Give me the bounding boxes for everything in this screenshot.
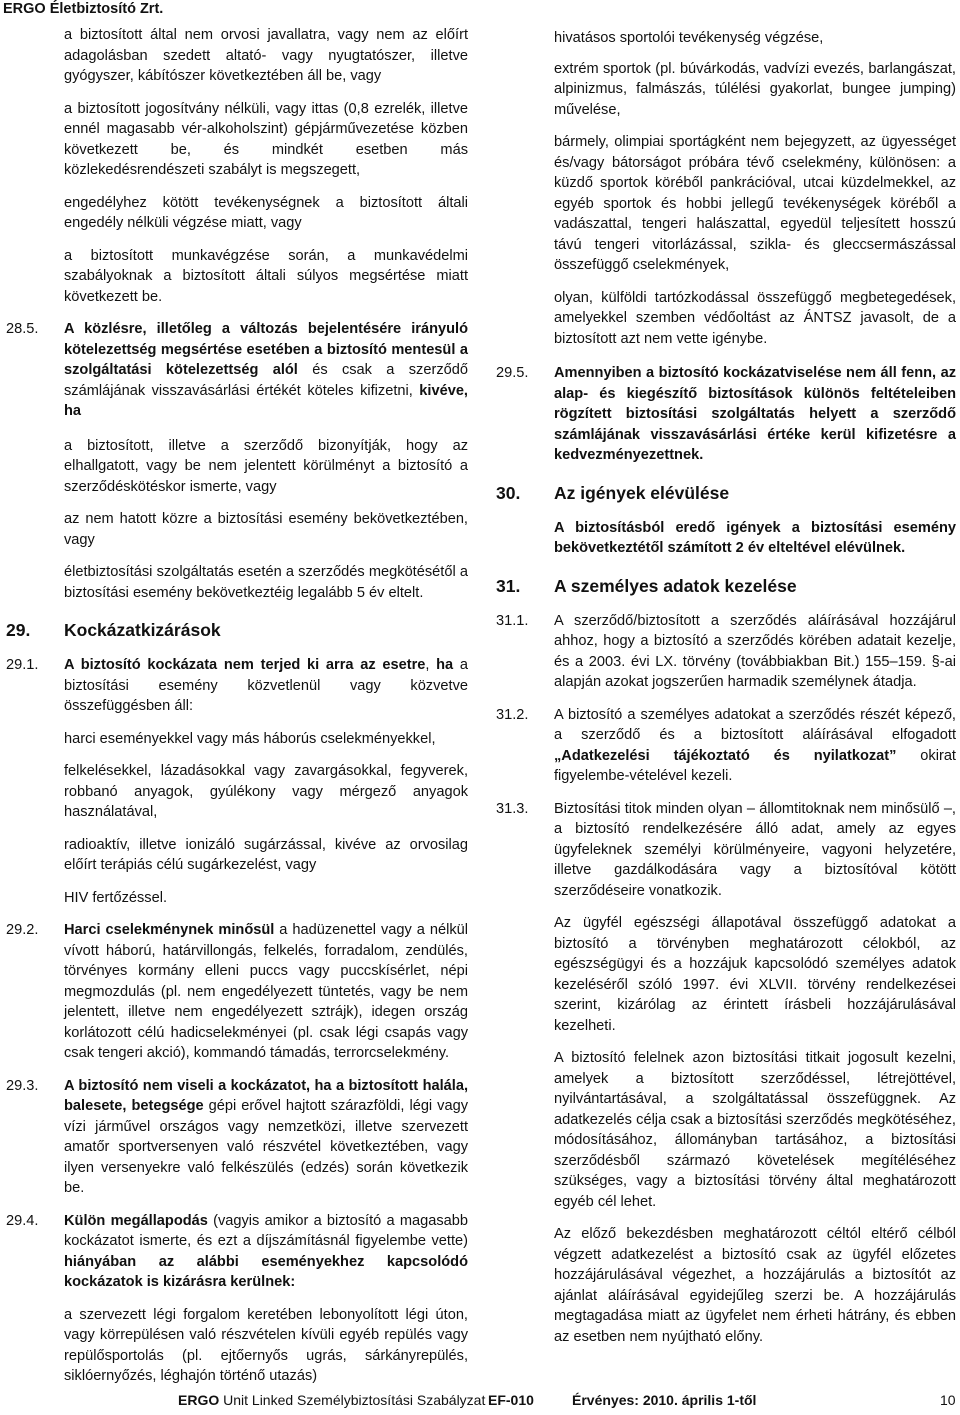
exclusion-item: HIV fertőzéssel. <box>64 889 168 906</box>
bold-text: ha <box>436 657 454 673</box>
exclusion-item: a biztosított munkavégzése során, a munkavédelmi szabályoknak a biztosított általi súlyos megsértése miatt következett be. <box>64 247 468 305</box>
section-number: 29.4. <box>6 1212 39 1229</box>
body-text: , <box>425 657 437 673</box>
paragraph: Az előző bekezdésben meghatározott céltól eltérő célból végzett adatkezelést a biztosító csak az ügyfél előzetes hozzájárulásával végezhet, a hozzájárulás a biztosítót az ajánlat aláírásával egyidejűleg szerzi be. A hozzájárulás megtagadása miatt az ügyfelet nem érheti hátrány, és ebben az esetben nem nyújtható előny. <box>554 1226 956 1345</box>
section-title: Kockázatkizárások <box>64 620 221 640</box>
section-29-3 <box>6 1076 468 1199</box>
paragraph: Az ügyfél egészségi állapotával összefüggő adatokat a biztosító a törvényben meghatározott célokból, az egészségügyi és a hozzájuk kapcsolódó személyes adatok kezeléséről szóló 1997. évi XLVII. törvény rendelkezései szerint, kizárólag az érintett írásbeli hozzájárulásával kezelheti. <box>554 915 956 1034</box>
page-number: 10 <box>940 1392 956 1408</box>
exclusion-item: a biztosított jogosítvány nélküli, vagy ittas (0,8 ezrelék, illetve ennél magasabb vér-alkoholszint) gépjárművezetése közben következett be, és mindkét esetben más közlekedésrendészeti szabályt is megszegett, <box>64 100 468 178</box>
bold-text: Amennyiben a biztosító kockázatviselése nem áll fenn, az alap- és kiegészítő biztosítások különös feltételeiben rögzített biztosítási szolgáltatás helyett a szerződő számlájának visszavásárlási értéke kerül kifizetésre a kedvezményezettnek. <box>554 365 956 463</box>
section-number: 28.5. <box>6 321 39 337</box>
section-title: Az igények elévülése <box>554 482 730 503</box>
body-text: (vagyis amikor a biztosító a magasabb kockázatot ismerte, és ezt a díjszámításnál figyelembe vette) <box>64 1212 468 1249</box>
footer-code: EF-010 <box>488 1392 534 1408</box>
section-title: A személyes adatok kezelése <box>554 575 797 596</box>
section-number: 29.5. <box>496 365 529 381</box>
section-number: 29.2. <box>6 922 39 938</box>
body-text: a biztosítási esemény közvetlenül vagy közvetve összefüggésben áll: <box>64 657 468 714</box>
body-text: gépi erővel hajtott szárazföldi, légi vagy vízi járművel országos vagy nemzetközi, illetve szervezett amatőr sportversenyen való részvétel következtében, vagy ilyen versenyekre való felkészülés (edzés) során következik be. <box>64 1098 468 1196</box>
exclusion-item: engedélyhez kötött tevékenységnek a biztosított általi engedély nélküli végzése miatt, vagy <box>64 194 468 231</box>
exception-item: a biztosított, illetve a szerződő bizonyítják, hogy az elhallgatott, vagy be nem jelentett körülményt a biztosító a szerződéskötéskor ismerte, vagy <box>64 437 468 495</box>
paragraph: A biztosító felelnek azon biztosítási titkait jogosult kezelni, amelyek a biztosított szerződéssel, létrejöttével, nyilvántartásával, a szolgáltatással összefüggnek. Az adatkezelés célja csak a biztosítási szerződés megkötéséhez, módosításához, állományban tartásához, a biztosítási szerződésből származó követelések megítéléséhez szükséges, vagy a biztosítási törvény által meghatározott egyéb cél lehet. <box>554 1050 956 1210</box>
exclusion-item: harci eseményekkel vagy más háborús cselekményekkel, <box>64 730 436 747</box>
bold-text: A közlésre, illetőleg a változás bejelentésére irányuló kötelezettség megsértése esetében a biztosító mentesül a szolgáltatási kötelezettség alól <box>64 321 468 378</box>
section-29-5 <box>496 363 956 466</box>
bold-text: Harci cselekménynek minősül <box>64 922 275 938</box>
bold-text: kivéve, ha <box>64 382 468 419</box>
section-29-heading <box>6 619 468 641</box>
body-text: okirat figyelembe-vételével kezeli. <box>554 747 956 784</box>
section-number: 31.2. <box>496 706 529 723</box>
section-28-5 <box>6 319 468 422</box>
bold-text: A biztosító kockázata nem terjed ki arra az esetre <box>64 657 426 673</box>
exclusion-item: a biztosított által nem orvosi javallatra, vagy nem az előírt adagolásban szedett altató- vagy nyugtatószer, illetve gyógyszer, kábítószer következtében áll be, vagy <box>64 27 468 84</box>
page-footer <box>0 1389 960 1411</box>
bold-text: A biztosító nem viseli a kockázatot, ha a biztosított halála, balesete, betegsége <box>64 1077 468 1114</box>
section-number: 31.3. <box>496 800 529 817</box>
footer-title: Unit Linked Személybiztosítási Szabályzat <box>219 1392 486 1408</box>
exclusion-item: extrém sportok (pl. búvárkodás, vadvízi evezés, barlangászat, alpinizmus, falmászás, túlélési gyakorlat, bungee jumping) művelése, <box>554 60 956 118</box>
section-29-4 <box>6 1211 468 1293</box>
bold-text: „Adatkezelési tájékoztató és nyilatkozat” <box>554 747 897 764</box>
bold-text: hiányában az alábbi eseményekhez kapcsolódó kockázatok is kizárásra kerülnek: <box>64 1253 468 1290</box>
left-column <box>6 25 468 1387</box>
section-30-body: A biztosításból eredő igények a biztosítási esemény bekövetkeztétől számított 2 év elteltével elévülnek. <box>554 519 956 556</box>
bold-text: Külön megállapodás <box>64 1212 208 1229</box>
exclusion-item: felkelésekkel, lázadásokkal vagy zavargásokkal, fegyverek, robbanó anyagok, gyúlékony vagy mérgező anyagok használatával, <box>64 763 468 820</box>
section-29-1 <box>6 655 468 717</box>
footer-doc-title <box>178 1389 485 1411</box>
footer-brand: ERGO <box>178 1392 220 1408</box>
exclusion-item: radioaktív, illetve ionizáló sugárzással, kivéve az orvosilag előírt terápiás célú sugárkezelést, vagy <box>64 836 468 873</box>
right-column <box>496 25 956 1347</box>
section-31-3 <box>496 799 956 902</box>
body-text: Biztosítási titok minden olyan – állomtitoknak nem minősülő –, a biztosító rendelkezésére álló adat, amely az egyes ügyfeleknek személyi körülményeire, vagyoni helyzetére, illetve gazdálkodására vagy a biztosítóval kötött szerződéseire vonatkozik. <box>554 800 956 899</box>
section-number: 29. <box>6 620 31 640</box>
body-text: A biztosító a személyes adatokat a szerződés részét képező, a szerződő és a biztosított aláírásával elfogadott <box>554 706 956 743</box>
section-30-heading <box>496 482 956 504</box>
section-31-2 <box>496 705 956 787</box>
section-29-2 <box>6 920 468 1064</box>
exclusion-item: a szervezett légi forgalom keretében lebonyolított légi úton, vagy körrepülésen való részvételen kívüli egyéb repülés vagy repülősportolás (pl. ejtőernyős ugrás, sárkányrepülés, siklóernyőzés, léghajón történő utazás) <box>64 1306 468 1384</box>
section-number: 30. <box>496 482 521 503</box>
section-31-heading <box>496 575 956 597</box>
body-text: és csak a szerződő számlájának visszavásárlási értékét köteles kifizetni, <box>64 362 468 399</box>
body-text: A szerződő/biztosított a szerződés aláírásával hozzájárul ahhoz, hogy a biztosító a szerződés körében adatait kezelje, és a 2003. évi LX. törvény (továbbiakban Bit.) 155–159. §-ai alapján azokat jogszerűen harmadik személynek átadja. <box>554 612 956 690</box>
section-31-1 <box>496 611 956 693</box>
exclusion-item: olyan, külföldi tartózkodással összefüggő megbetegedések, amelyekkel szemben védőoltást az ÁNTSZ javasolt, de a biztosított azt nem vette igénybe. <box>554 289 956 347</box>
exclusion-item: bármely, olimpiai sportágként nem bejegyzett, az ügyességet és/vagy bátorságot próbára tévő cselekmény, különösen: a küzdő sportok köréből pankrációval, utcai küzdelmekkel, az egyéb sportok és hobbi jellegű tevékenységek köréből a vadászattal, tengeri halászattal, egyedül teljesített hosszú távú tengeri vitorlázással, szikla- és gleccsermászással összefüggő cselekmények, <box>554 134 956 273</box>
exclusion-item: hivatásos sportolói tevékenység végzése, <box>554 30 824 46</box>
section-number: 29.3. <box>6 1077 39 1094</box>
section-number: 29.1. <box>6 657 39 673</box>
section-number: 31.1. <box>496 612 529 629</box>
exception-item: életbiztosítási szolgáltatás esetén a szerződés megkötésétől a biztosítási esemény bekövetkeztéig legalább 5 év eltelt. <box>64 564 468 601</box>
body-text: a hadüzenettel vagy a nélkül vívott háború, határvillongás, felkelés, forradalom, zendülés, törvényes kormány elleni puccs vagy puccskísérlet, népi megmozdulás (pl. nem engedélyezett tüntetés, vagy be nem jelentett, illetve nem engedélyezett sztrájk), idegen ország korlátozott célú hadicselekményei (pl. csak légi csapás vagy csak tengeri akció), kommandó támadás, terrorcselekmény. <box>64 922 469 1061</box>
footer-validity: Érvényes: 2010. április 1-től <box>572 1392 757 1408</box>
company-header: ERGO Életbiztosító Zrt. <box>3 1 164 17</box>
section-number: 31. <box>496 575 521 596</box>
exception-item: az nem hatott közre a biztosítási esemény bekövetkeztében, vagy <box>64 511 468 548</box>
